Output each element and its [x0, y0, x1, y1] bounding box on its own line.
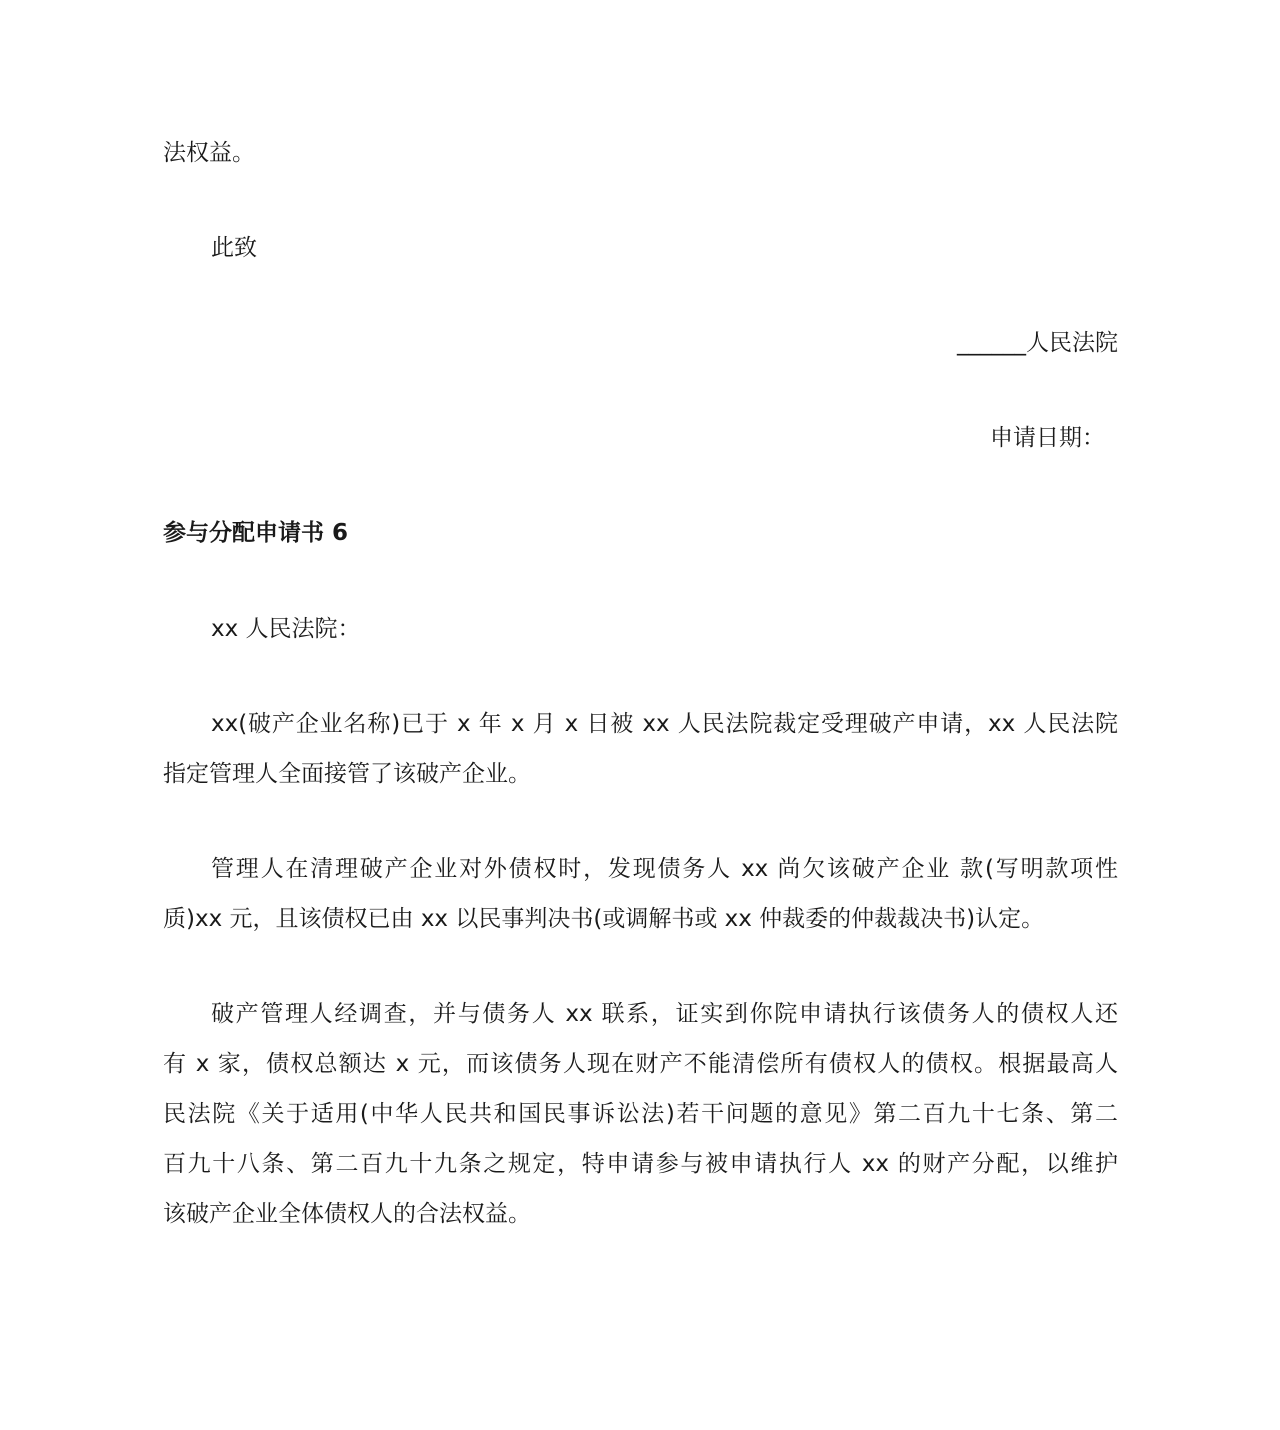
- paragraph-3-line-3: 民法院《关于适用(中华人民共和国民事诉讼法)若干问题的意见》第二百九十七条、第二: [163, 1101, 1118, 1127]
- addressee: xx 人民法院：: [211, 616, 361, 642]
- paragraph-2-line-1: 管理人在清理破产企业对外债权时，发现债务人 xx 尚欠该破产企业 款(写明款项性: [211, 856, 1118, 882]
- previous-paragraph-ending: 法权益。: [163, 140, 255, 166]
- section-title: 参与分配申请书 6: [163, 520, 349, 546]
- paragraph-1-line-2: 指定管理人全面接管了该破产企业。: [163, 761, 531, 787]
- paragraph-3-line-5: 该破产企业全体债权人的合法权益。: [163, 1201, 531, 1227]
- application-date-label: 申请日期：: [990, 425, 1105, 451]
- paragraph-3-line-2: 有 x 家，债权总额达 x 元，而该债务人现在财产不能清偿所有债权人的债权。根据最高人: [163, 1051, 1118, 1077]
- salutation: 此致: [211, 235, 257, 261]
- paragraph-1-line-1: xx(破产企业名称)已于 x 年 x 月 x 日被 xx 人民法院裁定受理破产申请，xx 人民法院: [211, 711, 1118, 737]
- paragraph-2-line-2: 质)xx 元，且该债权已由 xx 以民事判决书(或调解书或 xx 仲裁委的仲裁裁决书)认定。: [163, 906, 1045, 932]
- court-signature: ______人民法院: [957, 330, 1118, 356]
- paragraph-3-line-4: 百九十八条、第二百九十九条之规定，特申请参与被申请执行人 xx 的财产分配，以维护: [163, 1151, 1118, 1177]
- paragraph-3-line-1: 破产管理人经调查，并与债务人 xx 联系，证实到你院申请执行该债务人的债权人还: [211, 1001, 1118, 1027]
